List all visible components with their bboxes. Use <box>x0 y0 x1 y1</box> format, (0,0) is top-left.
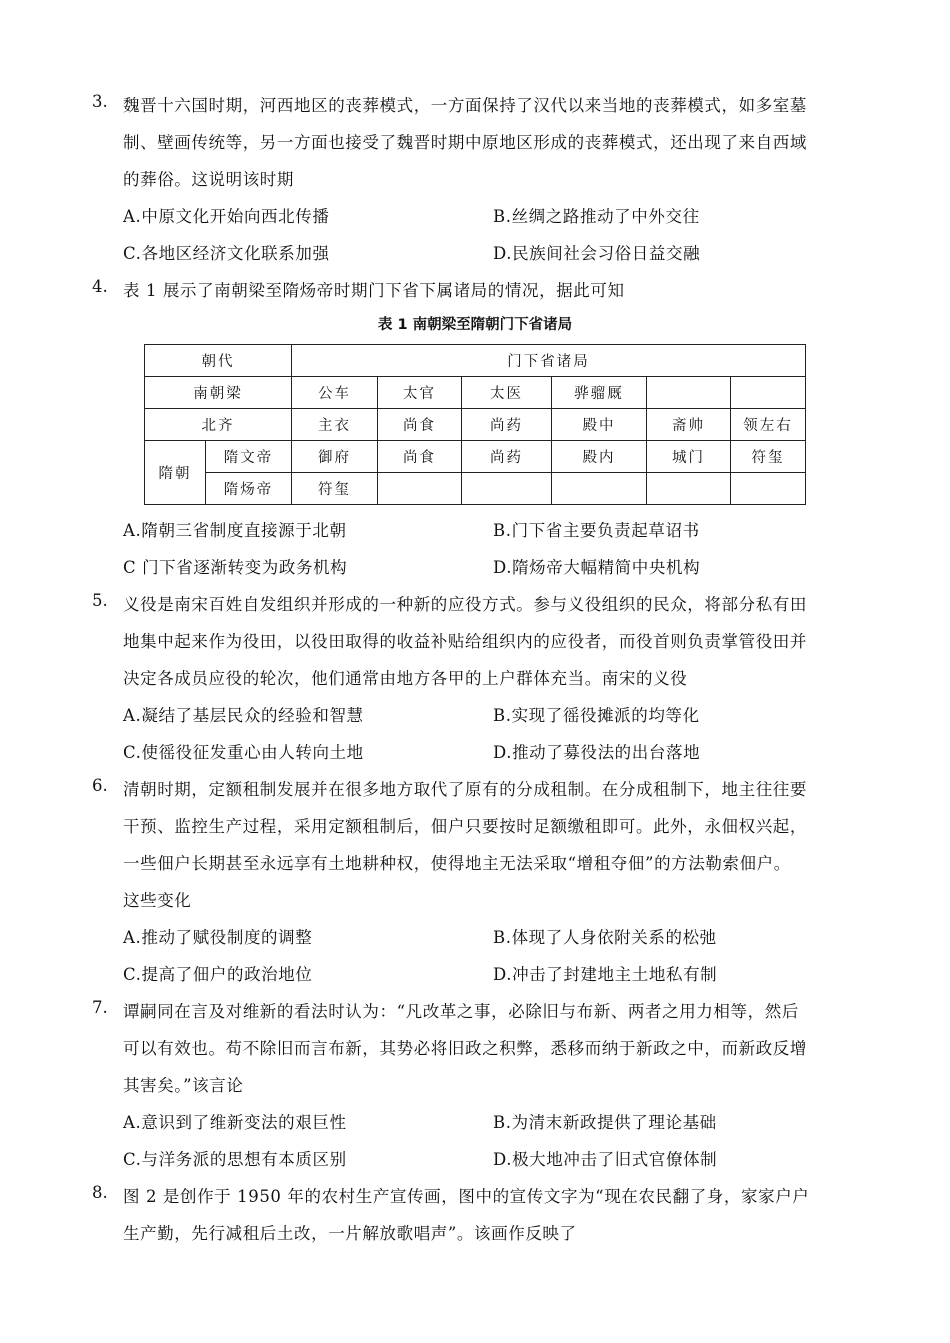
option-d[interactable]: D.民族间社会习俗日益交融 <box>493 244 701 263</box>
option-c[interactable]: C.与洋务派的思想有本质区别 <box>123 1150 347 1169</box>
option-b[interactable]: B.体现了人身依附关系的松弛 <box>493 928 717 947</box>
table-cell: 北齐 <box>145 409 292 441</box>
option-c[interactable]: C 门下省逐渐转变为政务机构 <box>123 558 348 577</box>
question-text-line: 谭嗣同在言及对维新的看法时认为：“凡改革之事，必除旧与布新、两者之用力相等，然后 <box>123 1002 799 1021</box>
option-d[interactable]: D.推动了募役法的出台落地 <box>493 743 701 762</box>
question-number: 7. <box>92 998 108 1017</box>
question-text-line: 表 1 展示了南朝梁至隋炀帝时期门下省下属诸局的情况，据此可知 <box>123 281 625 300</box>
table-cell: 领左右 <box>731 409 806 441</box>
question-text-line: 干预、监控生产过程，采用定额租制后，佃户只要按时足额缴租即可。此外，永佃权兴起， <box>123 817 807 836</box>
question-text-line: 其害矣。”该言论 <box>123 1076 244 1095</box>
question-text-line: 魏晋十六国时期，河西地区的丧葬模式，一方面保持了汉代以来当地的丧葬模式，如多室墓 <box>123 96 807 115</box>
table-cell: 隋文帝 <box>206 441 292 473</box>
question-text-line: 义役是南宋百姓自发组织并形成的一种新的应役方式。参与义役组织的民众，将部分私有田 <box>123 595 807 614</box>
option-d[interactable]: D.冲击了封建地主土地私有制 <box>493 965 718 984</box>
table-row <box>145 409 806 441</box>
question-number: 5. <box>92 591 108 610</box>
option-d[interactable]: D.隋炀帝大幅精简中央机构 <box>493 558 701 577</box>
table-cell <box>647 473 731 505</box>
table-cell: 符玺 <box>731 441 806 473</box>
table-cell: 公车 <box>292 377 378 409</box>
option-b[interactable]: B.丝绸之路推动了中外交往 <box>493 207 700 226</box>
question-number: 3. <box>92 92 108 111</box>
question-text-line: 决定各成员应役的轮次，他们通常由地方各甲的上户群体充当。南宋的义役 <box>123 669 688 688</box>
table-cell: 斋帅 <box>647 409 731 441</box>
question-text-line: 一些佃户长期甚至永远享有土地耕种权，使得地主无法采取“增租夺佃”的方法勒索佃户。 <box>123 854 791 873</box>
table-header-cell: 朝代 <box>145 345 292 377</box>
table-cell: 尚食 <box>378 441 462 473</box>
table-cell: 骅骝厩 <box>552 377 647 409</box>
option-a[interactable]: A.推动了赋役制度的调整 <box>123 928 313 947</box>
table-header-cell: 门下省诸局 <box>292 345 806 377</box>
option-a[interactable]: A.凝结了基层民众的经验和智慧 <box>123 706 364 725</box>
table-cell: 尚食 <box>378 409 462 441</box>
question-text-line: 生产勤，先行减租后土改，一片解放歌唱声”。该画作反映了 <box>123 1224 577 1243</box>
question-number: 6. <box>92 776 108 795</box>
table-cell: 主衣 <box>292 409 378 441</box>
question-text-line: 的葬俗。这说明该时期 <box>123 170 294 189</box>
table-cell: 隋炀帝 <box>206 473 292 505</box>
option-b[interactable]: B.实现了徭役摊派的均等化 <box>493 706 700 725</box>
table-cell: 尚药 <box>462 409 552 441</box>
table-cell <box>731 377 806 409</box>
question-text-line: 清朝时期，定额租制发展并在很多地方取代了原有的分成租制。在分成租制下，地主往往要 <box>123 780 807 799</box>
option-a[interactable]: A.中原文化开始向西北传播 <box>123 207 330 226</box>
table-cell: 太医 <box>462 377 552 409</box>
question-number: 8. <box>92 1183 108 1202</box>
question-text-line: 这些变化 <box>123 891 192 910</box>
option-c[interactable]: C.使徭役征发重心由人转向土地 <box>123 743 364 762</box>
table-header-row <box>145 345 806 377</box>
table-cell: 尚药 <box>462 441 552 473</box>
table-row <box>145 377 806 409</box>
table-cell <box>552 473 647 505</box>
option-c[interactable]: C.各地区经济文化联系加强 <box>123 244 330 263</box>
bureau-table <box>144 344 806 505</box>
option-d[interactable]: D.极大地冲击了旧式官僚体制 <box>493 1150 718 1169</box>
question-text-line: 制、壁画传统等，另一方面也接受了魏晋时期中原地区形成的丧葬模式，还出现了来自西域 <box>123 133 807 152</box>
option-b[interactable]: B.门下省主要负责起草诏书 <box>493 521 700 540</box>
option-c[interactable]: C.提高了佃户的政治地位 <box>123 965 313 984</box>
table-row <box>145 473 806 505</box>
table-cell <box>731 473 806 505</box>
table-cell: 殿中 <box>552 409 647 441</box>
table-cell: 御府 <box>292 441 378 473</box>
question-text-line: 可以有效也。苟不除旧而言布新，其势必将旧政之积弊，悉移而纳于新政之中，而新政反增 <box>123 1039 807 1058</box>
table-cell <box>462 473 552 505</box>
option-a[interactable]: A.意识到了维新变法的艰巨性 <box>123 1113 347 1132</box>
question-text-line: 图 2 是创作于 1950 年的农村生产宣传画，图中的宣传文字为“现在农民翻了身，家家户户 <box>123 1187 810 1206</box>
table-cell: 太官 <box>378 377 462 409</box>
table-caption: 表 1 南朝梁至隋朝门下省诸局 <box>377 317 573 333</box>
table-cell: 符玺 <box>292 473 378 505</box>
table-cell: 隋朝 <box>145 441 206 505</box>
option-b[interactable]: B.为清末新政提供了理论基础 <box>493 1113 717 1132</box>
table-row <box>145 441 806 473</box>
table-cell: 城门 <box>647 441 731 473</box>
table-cell: 殿内 <box>552 441 647 473</box>
table-cell <box>647 377 731 409</box>
table-cell: 南朝梁 <box>145 377 292 409</box>
table-cell <box>378 473 462 505</box>
question-number: 4. <box>92 277 108 296</box>
question-text-line: 地集中起来作为役田，以役田取得的收益补贴给组织内的应役者，而役首则负责掌管役田并 <box>123 632 807 651</box>
option-a[interactable]: A.隋朝三省制度直接源于北朝 <box>123 521 347 540</box>
